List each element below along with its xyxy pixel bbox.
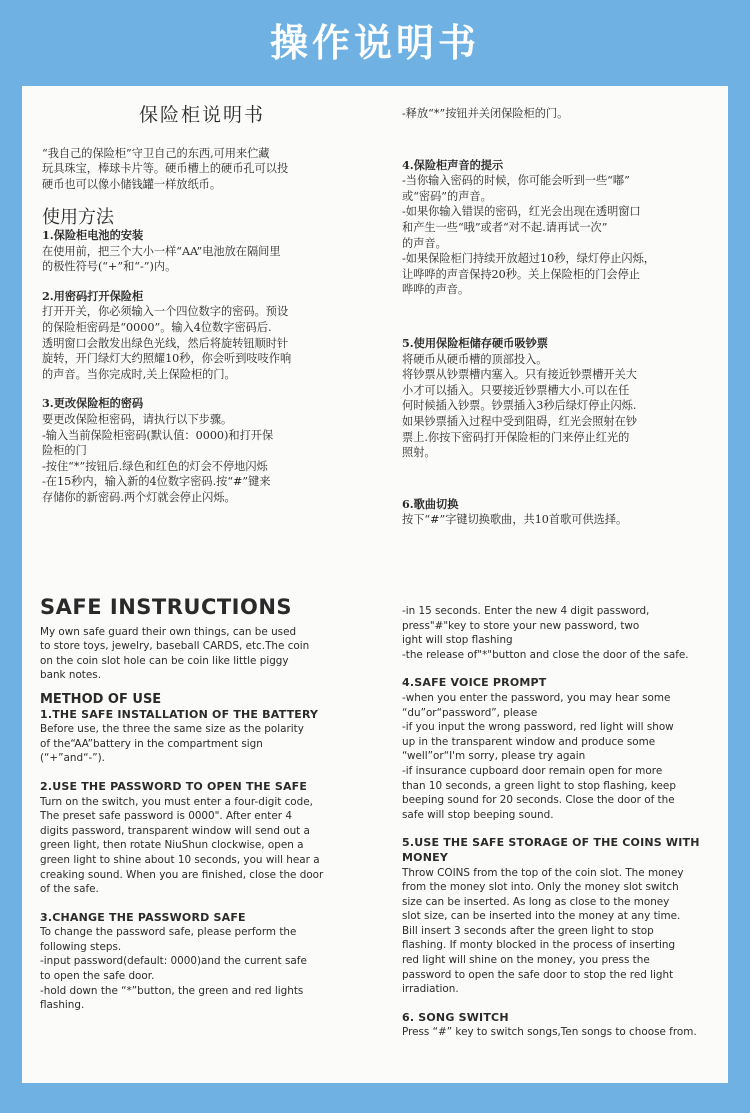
en-section-3-title: 3.CHANGE THE PASSWORD SAFE [40,910,246,924]
en-method-heading: METHOD OF USE [40,691,162,707]
en-section-5-body: Throw COINS from the top of the coin slot. The money from the money slot into. Only the money slot switch size can be inserted. As long as close to the money slot size, can be inserted into the money at any time. Bill insert 3 seconds after the green light to stop flashing. If monty blocked in the process of inserting red light will shine on the money, you press the password to open the safe door to stop the red light irradiation. [402,866,684,996]
zh-intro: “我自己的保险柜”守卫自己的东西,可用来伫藏 玩具珠宝，棒球卡片等。硬币槽上的硬币孔可以投 硬币也可以像小储钱罐一样放纸币。 [42,146,289,191]
instruction-sheet [22,86,728,1083]
zh-section-6-body: 按下“#”字键切换歌曲，共10首歌可供选择。 [402,513,628,527]
en-section-6-title: 6. SONG SWITCH [402,1010,509,1024]
zh-method-heading: 使用方法 [42,207,114,229]
zh-section-1-body: 在使用前，把三个大小一样“AA”电池放在隔间里 的极性符号(“+”和“-”)内。 [42,244,281,274]
en-section-2-title: 2.USE THE PASSWORD TO OPEN THE SAFE [40,779,308,793]
zh-section-2-title: 2.用密码打开保险柜 [42,288,144,303]
zh-left-column [42,104,362,505]
zh-section-3-body: 要更改保险柜密码，请执行以下步骤。 -输入当前保险柜密码(默认值：0000)和打开保 险柜的门 -按住“*”按钮后.绿色和红色的灯会不停地闪烁 -在15秒内，输入新的4位数字密码.按“#”键来 存储你的新密码.两个灯就会停止闪烁。 [42,412,274,504]
zh-right-column [402,106,712,528]
en-section-4-body: -when you enter the password, you may hear some “du”or“password”, please -if you input the wrong password, red light will show up in the transparent window and produce some “well”or“I'm sorry, please try again -if insurance cupboard door remain open for more than 10 seconds, a green light to stop flashing, keep beeping sound for 20 seconds. Close the door of the safe will stop beeping sound. [402,691,676,821]
zh-section-6-title: 6.歌曲切换 [402,496,459,511]
en-section-6-body: Press “#” key to switch songs,Ten songs to choose from. [402,1026,697,1039]
en-section-3-continued: -in 15 seconds. Enter the new 4 digit password, press"#"key to store your new password, two ight will stop flashing -the release of"*"button and close the door of the safe. [402,605,689,661]
en-section-1-title: 1.THE SAFE INSTALLATION OF THE BATTERY [40,707,319,721]
zh-section-3-title: 3.更改保险柜的密码 [42,396,144,411]
en-section-3-body: To change the password safe, please perform the following steps. -input password(default: 0000)and the current safe to open the safe door. -hold down the “*”button, the green and red lights flashing. [40,926,307,1012]
zh-section-1-title: 1.保险柜电池的安装 [42,227,144,242]
en-section-4-title: 4.SAFE VOICE PROMPT [402,676,547,690]
en-right-column [402,604,720,1040]
zh-section-4-body: -当你输入密码的时候，你可能会听到一些“嘟” 或“密码”的声音。 -如果你输入错误的密码，红光会出现在透明窗口 和产生一些“哦”或者“对不起.请再试一次” 的声音。 -如果保险柜门持续开放超过10秒，绿灯停止闪烁， 让哗哗的声音保持20秒。关上保险柜的门会停止 哗哗的声音。 [402,174,655,297]
en-section-5-title: 5.USE THE SAFE STORAGE OF THE COINS WITH MONEY [402,836,700,864]
en-section-2-body: Turn on the switch, you must enter a four-digit code, The preset safe password is 0000". After enter 4 digits password, transparent window will send out a green light, then rotate NiuShun clockwise, open a green light to shine about 10 seconds, you will hear a creaking sound. When you are finished, close the door of the safe. [40,795,324,896]
page-title: 操作说明书 [269,20,480,65]
zh-section-5-body: 将硬币从硬币槽的顶部投入。 将钞票从钞票槽内塞入。只有接近钞票槽开关大 小才可以插入。只要接近钞票槽大小.可以在任 何时候插入钞票。钞票插入3秒后绿灯停止闪烁. 如果钞票插入过程中受到阻碍，红光会照射在钞 票上.你按下密码打开保险柜的门来停止红光的 照射。 [402,352,637,460]
en-intro: My own safe guard their own things, can be used to store toys, jewelry, baseball CARDS, etc.The coin on the coin slot hole can be coin like little piggy bank notes. [40,625,310,682]
zh-section-2-body: 打开开关，你必须输入一个四位数字的密码。预设 的保险柜密码是“0000”。输入4位数字密码后. 透明窗口会散发出绿色光线，然后将旋转钮顺时针 旋转，开门绿灯大约照耀10秒，你会听到吱吱作响 的声音。当你完成时,关上保险柜的门。 [42,305,292,381]
zh-section-4-title: 4.保险柜声音的提示 [402,157,504,172]
en-manual-title: SAFE INSTRUCTIONS [40,595,293,619]
en-left-column [40,595,370,1013]
zh-section-3-continued: -释放“*”按钮并关闭保险柜的门。 [402,107,569,120]
zh-section-5-title: 5.使用保险柜储存硬币吸钞票 [402,335,548,350]
header-banner [0,0,750,78]
en-section-1-body: Before use, the three the same size as the polarity of the“AA”battery in the compartment sign (“+”and“-”). [40,723,304,765]
zh-manual-title: 保险柜说明书 [138,104,265,126]
